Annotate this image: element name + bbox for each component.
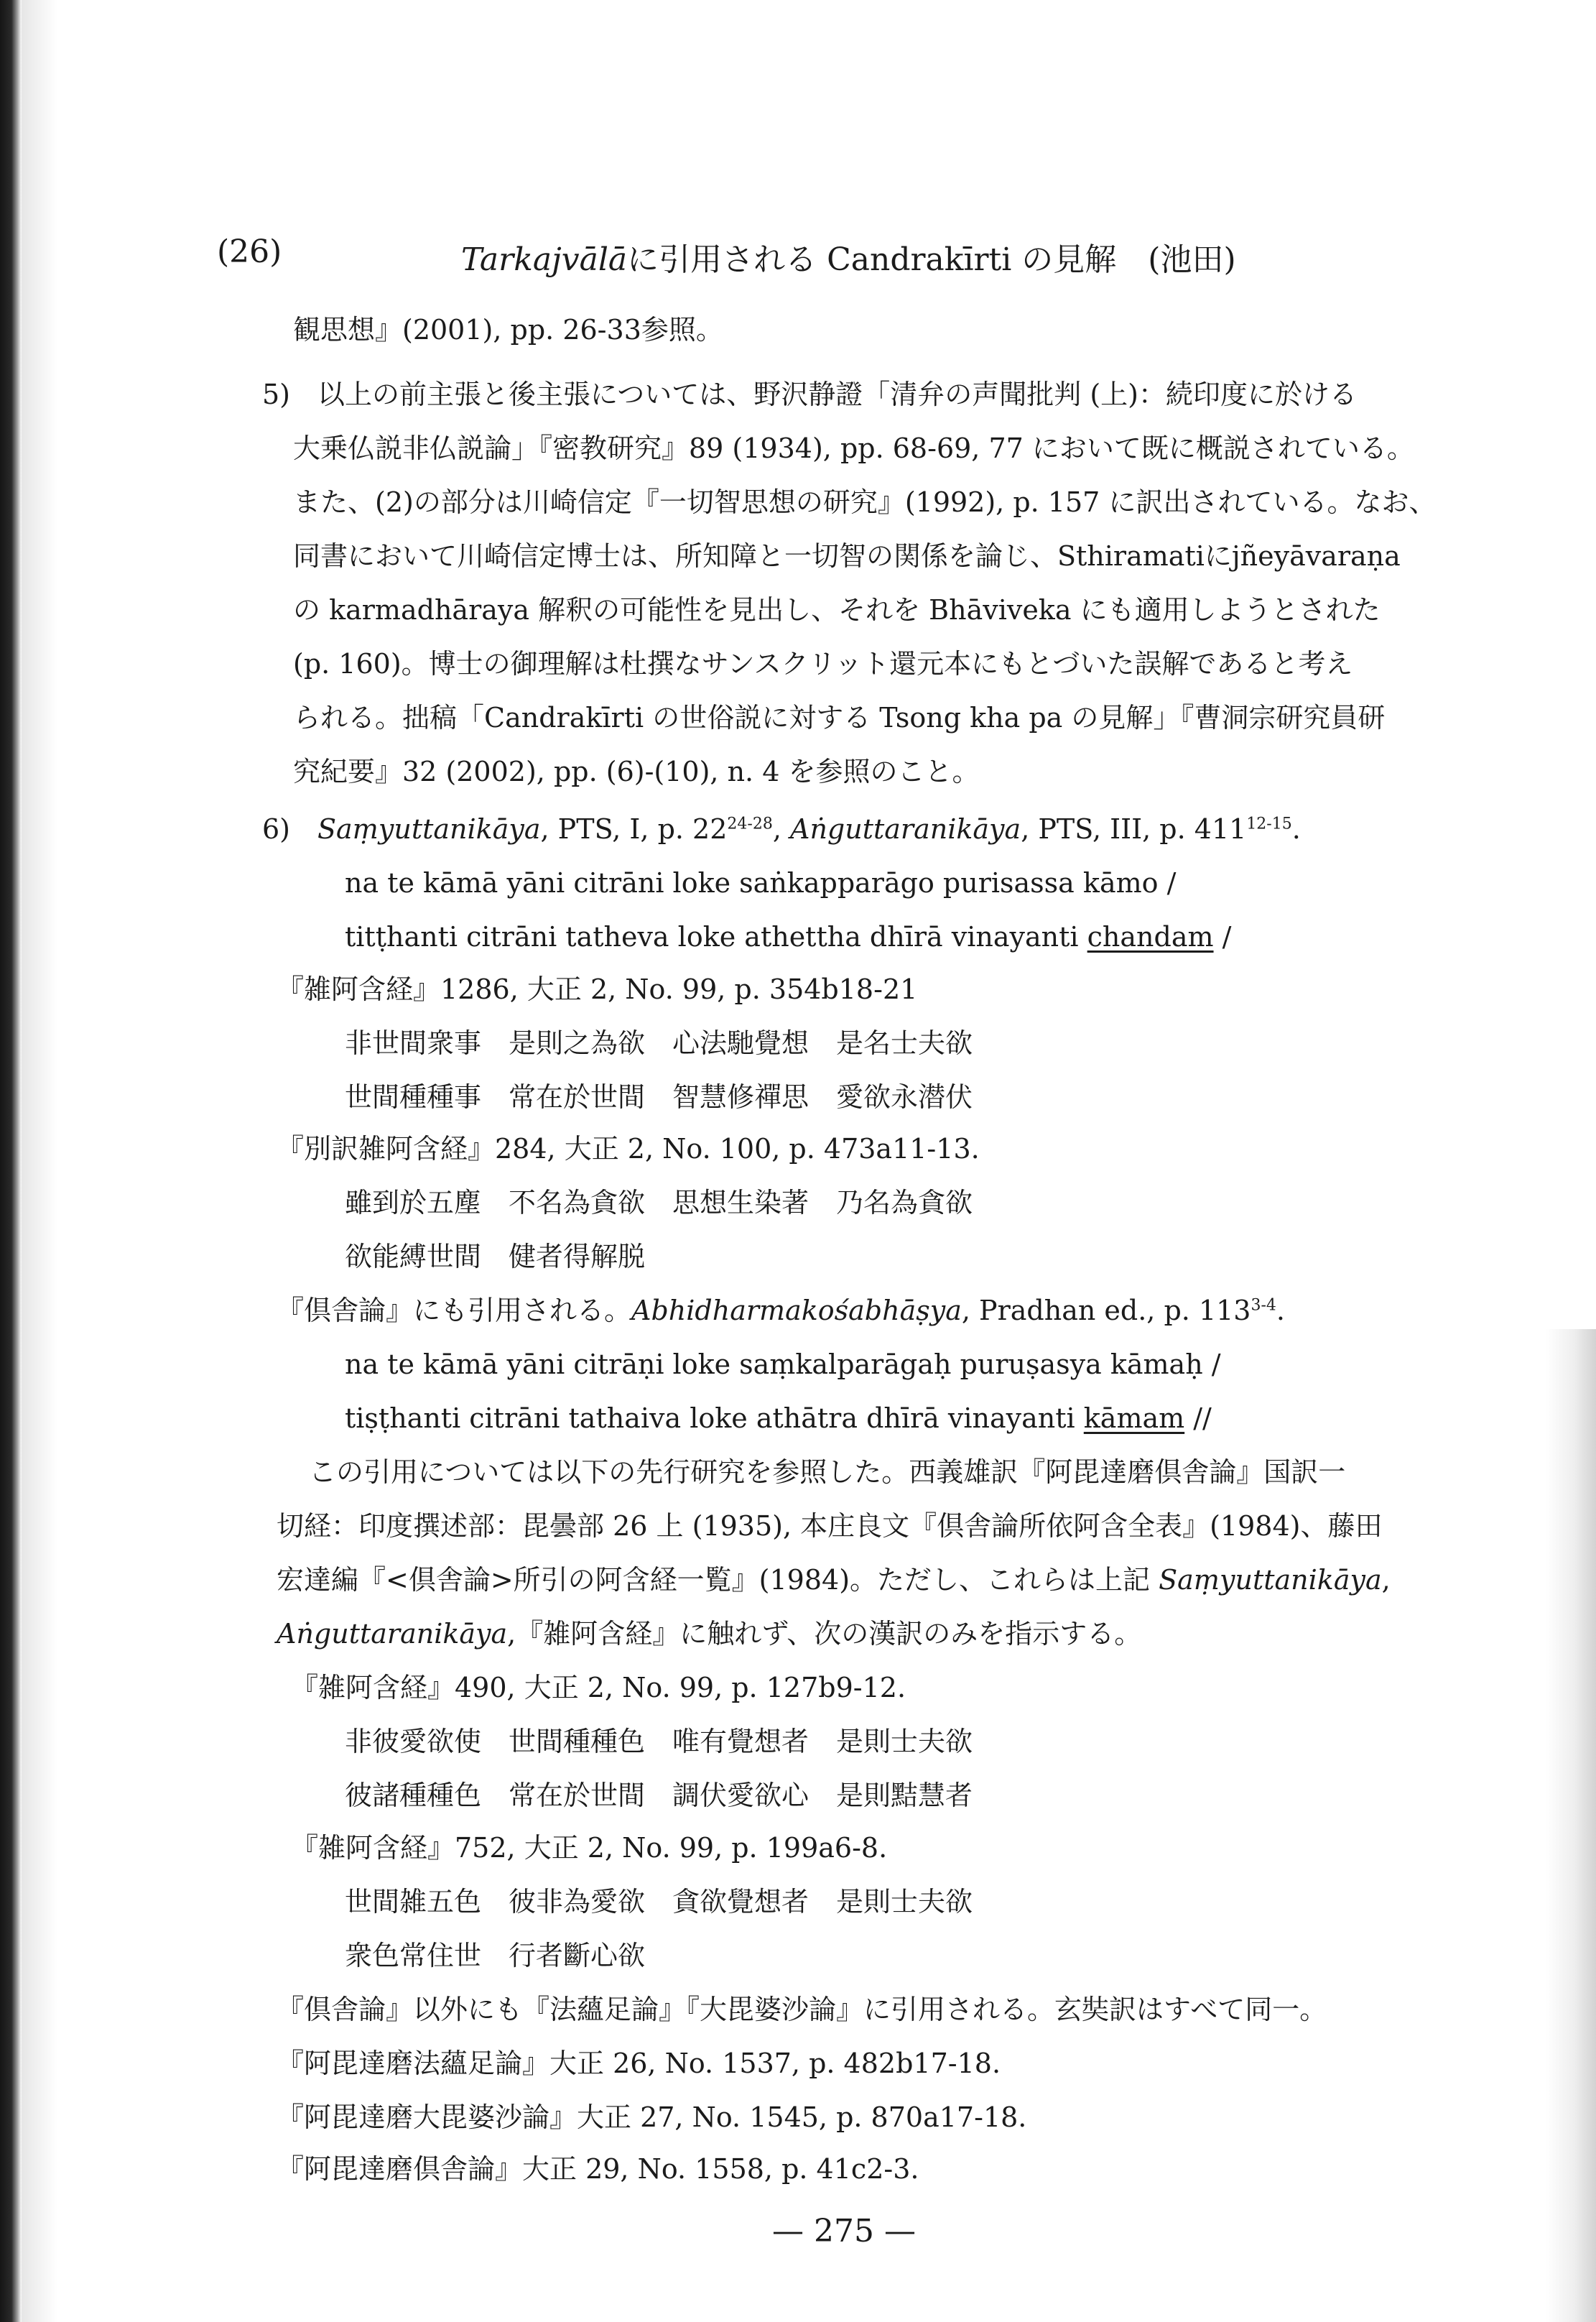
citation-line: 『雑阿含経』752, 大正 2, No. 99, p. 199a6-8. <box>291 1832 888 1864</box>
text-title: Aṅguttaranikāya <box>277 1618 508 1650</box>
page-number-header: (26) <box>217 233 282 270</box>
chinese-verse-line: 世間雑五色 彼非為愛欲 貪欲覺想者 是則士夫欲 <box>345 1886 973 1918</box>
text-line: 同書において川崎信定博士は、所知障と一切智の関係を論じ、Sthiramatiにjñeyāvaraṇa <box>293 540 1401 572</box>
superscript: 24-28 <box>727 815 773 833</box>
citation-line: 『別訳雑阿含経』284, 大正 2, No. 100, p. 473a11-13. <box>277 1133 980 1165</box>
citation-line: 『阿毘達磨法蘊足論』大正 26, No. 1537, p. 482b17-18. <box>277 2048 1001 2079</box>
sanskrit-verse-line <box>345 1402 1212 1434</box>
verse-end: // <box>1184 1402 1212 1434</box>
pali-verse-line <box>345 921 1232 953</box>
superscript: 3-4 <box>1251 1296 1276 1315</box>
verse-text: tiṣṭhanti citrāni tathaiva loke athātra dhīrā vinayanti <box>345 1402 1084 1434</box>
text-title: Abhidharmakośabhāṣya <box>631 1295 962 1326</box>
citation-line: 『雑阿含経』1286, 大正 2, No. 99, p. 354b18-21 <box>277 973 918 1005</box>
running-title <box>461 233 1236 279</box>
superscript: 12-15 <box>1246 815 1292 833</box>
citation: , Pradhan ed., p. 113 <box>961 1295 1251 1326</box>
citation-line <box>277 1297 1285 1324</box>
note-5-line: 5) 以上の前主張と後主張については、野沢静證「清弁の声聞批判 (上)：続印度に於ける <box>262 379 1357 410</box>
note-6-line <box>262 815 1301 843</box>
period: . <box>1276 1295 1286 1326</box>
text-title: Aṅguttaranikāya <box>790 813 1021 845</box>
text-title: Saṃyuttanikāya <box>1159 1564 1382 1596</box>
chinese-verse-line: 雖到於五塵 不名為貪欲 思想生染著 乃名為貪欲 <box>345 1187 973 1218</box>
scan-shadow-left <box>0 0 22 2322</box>
chinese-verse-line: 非彼愛欲使 世間種種色 唯有覺想者 是則士夫欲 <box>345 1726 973 1757</box>
text-line: (p. 160)。博士の御理解は杜撰なサンスクリット還元本にもとづいた誤解であると考え <box>293 648 1353 680</box>
underlined-word: chandam <box>1087 921 1214 953</box>
chinese-verse-line: 非世間衆事 是則之為欲 心法馳覺想 是名士夫欲 <box>345 1027 973 1059</box>
text-line <box>277 1566 1391 1594</box>
citation-line: 『阿毘達磨大毘婆沙論』大正 27, No. 1545, p. 870a17-18. <box>277 2101 1027 2133</box>
citation: , PTS, III, p. 411 <box>1021 813 1247 845</box>
chinese-verse-line: 世間種種事 常在於世間 智慧修禪思 愛欲永潜伏 <box>345 1081 973 1113</box>
citation: , PTS, I, p. 22 <box>540 813 728 845</box>
comma: , <box>1381 1564 1391 1596</box>
text-line: 切経：印度撰述部：毘曇部 26 上 (1935), 本庄良文『倶舎論所依阿含全表』(1984)、藤田 <box>277 1510 1383 1542</box>
citation-line: 『阿毘達磨倶舎論』大正 29, No. 1558, p. 41c2-3. <box>277 2153 919 2185</box>
sanskrit-verse-line: na te kāmā yāni citrāṇi loke saṃkalparāgaḥ puruṣasya kāmaḥ / <box>345 1349 1221 1380</box>
text-line <box>277 1618 1142 1650</box>
scan-shadow-right <box>1546 1329 1596 2322</box>
verse-text: titṭhanti citrāni tatheva loke athettha dhīrā vinayanti <box>345 921 1087 953</box>
underlined-word: kāmam <box>1083 1402 1185 1434</box>
text-line: の karmadhāraya 解釈の可能性を見出し、それを Bhāviveka にも適用しようとされた <box>293 594 1381 626</box>
text: ,『雑阿含経』に触れず、次の漢訳のみを指示する。 <box>507 1618 1142 1650</box>
text-line: 『倶舎論』以外にも『法蘊足論』『大毘婆沙論』に引用される。玄奘訳はすべて同一。 <box>277 1994 1327 2025</box>
text-line: 観思想』(2001), pp. 26-33参照。 <box>293 314 723 346</box>
text: 宏達編『<倶舎論>所引の阿含経一覧』(1984)。ただし、これらは上記 <box>277 1564 1159 1596</box>
separator: , <box>772 813 791 845</box>
text-line: 究紀要』32 (2002), pp. (6)-(10), n. 4 を参照のこと。 <box>293 756 980 787</box>
text-line: 大乗仏説非仏説論」『密教研究』89 (1934), pp. 68-69, 77 において既に概説されている。 <box>293 433 1414 464</box>
note-number: 6) <box>262 813 318 845</box>
text: 『倶舎論』にも引用される。 <box>277 1295 632 1326</box>
page-number-footer: — 275 — <box>772 2213 916 2249</box>
chinese-verse-line: 彼諸種種色 常在於世間 調伏愛欲心 是則黠慧者 <box>345 1780 973 1811</box>
running-title-italic: Tarkajvālā <box>461 241 628 278</box>
scan-shadow-left-fade <box>22 0 57 2322</box>
text-line: られる。拙稿「Candrakīrti の世俗説に対する Tsong kha pa の見解」『曹洞宗研究員研 <box>293 702 1386 734</box>
chinese-verse-line: 衆色常住世 行者斷心欲 <box>345 1940 646 1971</box>
period: . <box>1291 813 1301 845</box>
chinese-verse-line: 欲能縛世間 健者得解脱 <box>345 1241 646 1272</box>
running-title-rest: に引用される Candrakīrti の見解 (池田) <box>627 241 1236 278</box>
citation-line: 『雑阿含経』490, 大正 2, No. 99, p. 127b9-12. <box>291 1672 906 1703</box>
text-line: また、(2)の部分は川崎信定『一切智思想の研究』(1992), p. 157 に訳出されている。なお、 <box>293 486 1437 518</box>
text-title: Saṃyuttanikāya <box>317 813 541 845</box>
pali-verse-line: na te kāmā yāni citrāni loke saṅkapparāgo purisassa kāmo / <box>345 867 1177 899</box>
text-line: この引用については以下の先行研究を参照した。西義雄訳『阿毘達磨倶舎論』国訳一 <box>309 1456 1346 1488</box>
verse-end: / <box>1213 921 1232 953</box>
